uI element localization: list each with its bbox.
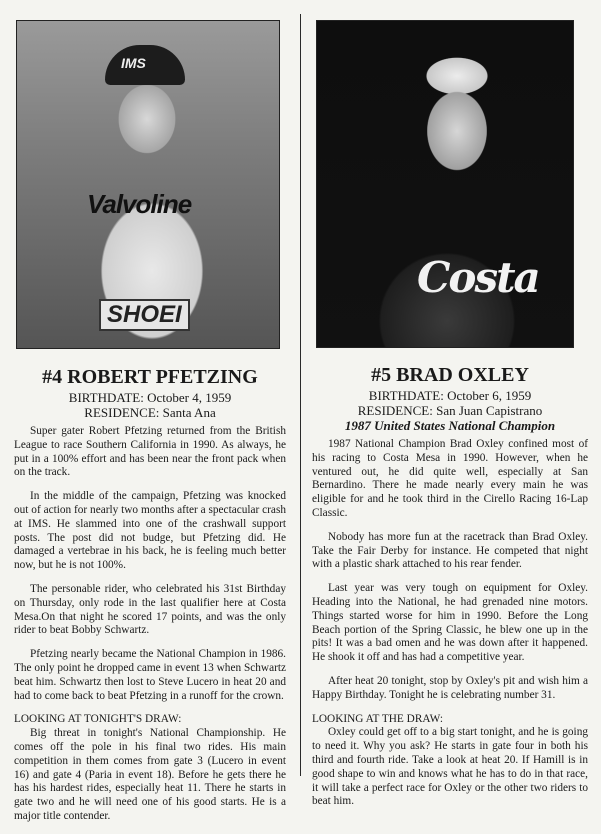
draw-label: LOOKING AT THE DRAW: (312, 712, 443, 725)
draw-text: Oxley could get off to a big start tonight, and he is going to need it. Why you ask? He starts in gate four in both his third and fourth ride. Take a look at heat 20. If Hamill is in good shape to win and knows what he has to do in that race, it will take a perfect race for Oxley or the other two riders to beat him. (312, 726, 588, 808)
rider-photo-oxley (316, 20, 574, 348)
rider-photo-pfetzing (16, 20, 280, 349)
draw-text: Big threat in tonight's National Championship. He comes off the pole in his final two rides. His main competition in them comes from gate 3 (Lucero in event 16) and gate 4 (Paria in event 18). Before he gets there he has his hardest rides, especially heat 11. There he starts in gate two and he will need one of his good starts. He is a major title contender. (14, 727, 286, 822)
bio-paragraph: The personable rider, who celebrated his 31st Birthday on Thursday, only rode in the last qualifier here at Costa Mesa.On that night he scored 17 points, and was the only rider to beat Bobby Schwartz. (14, 582, 286, 637)
rider-residence: RESIDENCE: Santa Ana (84, 405, 216, 420)
rider-residence: RESIDENCE: San Juan Capistrano (357, 403, 543, 418)
rider-birthdate: BIRTHDATE: October 6, 1959 (368, 388, 532, 403)
bio-paragraph: After heat 20 tonight, stop by Oxley's pit and wish him a Happy Birthday. Tonight he is celebrating number 31. (312, 674, 588, 701)
rider-name: #4 ROBERT PFETZING (42, 366, 258, 388)
bio-paragraph: Last year was very tough on equipment for Oxley. Heading into the National, he had grenaded nine motors. Things started worse for him in 1990. Before the Long Beach portion of the Spring Classic, he blew one up in the pits! It was a bad omen and he was down after it happened. He shook it off and has had a competitive year. (312, 582, 588, 664)
rider-birthdate: BIRTHDATE: October 4, 1959 (68, 390, 232, 405)
rider-bio (14, 425, 286, 834)
rider-bio (312, 438, 588, 819)
rider-name: #5 BRAD OXLEY (371, 364, 529, 386)
bio-paragraph: 1987 National Champion Brad Oxley confined most of his racing to Costa Mesa in 1990. However, when he ventured out, he did quite well, especially at San Bernardino. There he made nearly every main he was eligible for and he took third in the Cirello Racing 16-Lap Classic. (312, 438, 588, 519)
jersey-sponsor-text: SHOEI (99, 299, 190, 331)
cap-logo-text: IMS (121, 55, 146, 71)
draw-label: LOOKING AT TONIGHT'S DRAW: (14, 713, 182, 726)
rider-title: 1987 United States National Champion (344, 418, 556, 433)
bio-paragraph: In the middle of the campaign, Pfetzing was knocked out of action for nearly two months after a spectacular crash at IMS. He slammed into one of the crashwall support posts. The post did not budge, but Pfetzing did. He damaged a vertebrae in his back, he is feeling much better now, but he is not 100%. (14, 490, 286, 572)
bio-paragraph: Nobody has more fun at the racetrack than Brad Oxley. Take the Fair Derby for instance. He competed that night with a plastic shark attached to his rear fender. (312, 530, 588, 571)
jacket-logo-text: Costa (417, 253, 539, 302)
bio-paragraph: Pfetzing nearly became the National Champion in 1986. The only point he dropped came in event 13 when Schwartz beat him. Schwartz then lost to Steve Lucero in heat 20 and had to come back to beat Pfetzing in a runoff for the crown. (14, 648, 286, 702)
bio-paragraph: Super gater Robert Pfetzing returned from the British League to race Southern California in 1990. As always, he put in a 100% effort and has been near the front pack when on the track. (14, 425, 286, 479)
column-divider (300, 14, 301, 776)
jersey-logo-text: Valvoline (87, 189, 192, 219)
